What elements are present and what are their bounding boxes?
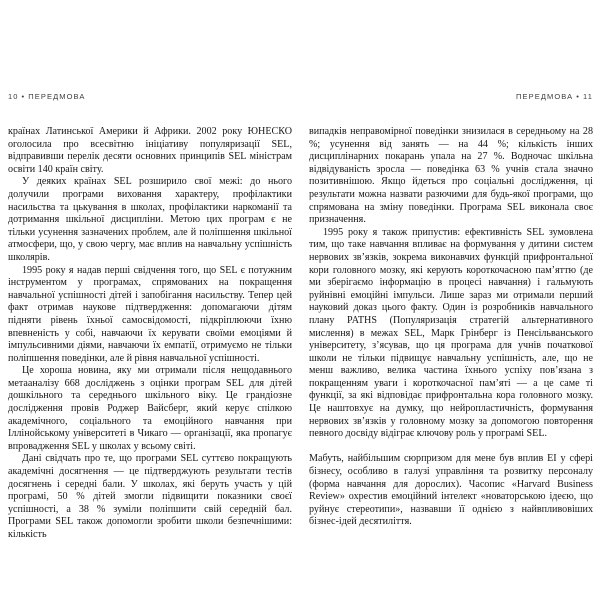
paragraph: країнах Латинської Америки й Африки. 2002 року ЮНЕСКО оголосила про всесвітню ініціативу популяризації SEL, відправивши перелік десяти основних принципів SEL міністрам освіти 140 країн світу.: [8, 126, 292, 175]
paragraph: 1995 року я надав перші свідчення того, що SEL є потужним інструментом у програмах, спрямованих на покращення навчальної успішності дітей і запобігання насильству. Тепер цей факт отримав наукове підтвердження: допомагаючи дітям підняти рівень їхньої самосвідомості, підкріплюючи їхню впевненість у собі, навчаючи їх керувати своїми емоціями й імпульсивними діями, навчаючи їх емпатії, отримуємо не тільки поліпшення поведінки, але й рівня навчальної успішності.: [8, 264, 292, 364]
paragraph: випадків неправомірної поведінки знизилася в середньому на 28 %; усунення від занять — на 44 %; кількість інших дисциплінарних покарань упала на 27 %. Водночас шкільна відвідуваність зросла — поведінка 63 % учнів стала значно позитивнішою. Якщо йдеться про соціальні дослідження, ці результати можна назвати разючими для будь-якої програми, що спрямована на зміну поведінки. Програма SEL виконала своє призначення.: [309, 126, 593, 226]
paragraph: Це хороша новина, яку ми отримали після нещодавнього метааналізу 668 досліджень з оцінки програм SEL для дітей дошкільного та середнього шкільного віку. Це грандіозне дослідження провів Роджер Вайсберг, який керує спілкою академічного, соціального та емоційного навчання при Іллінойському університеті в Чикаго — організації, яка пропагує впровадження SEL у школах у всьому світі.: [8, 365, 292, 452]
running-header-right: [309, 92, 593, 101]
chapter-title-right: ПЕРЕДМОВА: [516, 92, 574, 101]
paragraph: 1995 року я також припустив: ефективність SEL зумовлена тим, що таке навчання впливає на формування у дитини систем нервових зв’язків, зокрема виконавчих функцій прифронтальної кори головного мозку, які керують короткочасною пам’яттю (де ми зберігаємо інформацію в процесі навчання) і гальмують руйнівні емоційні імпульси. Лише зараз ми отримали перший науковий доказ цього факту. Один із розробників навчального плану PATHS (Популяризація стратегій альтернативного мислення) в межах SEL, Марк Грінберг із Пенсільванського університету, з’ясував, що ця програма для учнів початкової школи не тільки підвищує навчальну успішність, але, що не менш важливо, велика частина їхнього успіху пов’язана з покращенням уваги і короткочасної пам’яті — а це саме ті функції, за які відповідає прифронтальна кора головного мозку. Це наштовхує на думку, що нейропластичність, формування нервових зв’язків у головному мозку за допомогою повторення певного досвіду відіграє ключову роль у програмі SEL.: [309, 226, 593, 440]
running-header-left: [8, 92, 292, 101]
paragraph: У деяких країнах SEL розширило свої межі: до нього долучили програми виховання характеру, профілактики насильства та цькування в школах, профілактики наркоманії та дотримання шкільної дисципліни. Метою цих програм є не тільки усунення зазначених проблем, але й поліпшення шкільної атмосфери, що, у свою чергу, має вплив на навчальну успішність школярів.: [8, 176, 292, 263]
page-number-left: 10: [8, 92, 19, 101]
page-number-right: 11: [583, 92, 593, 101]
header-separator: •: [21, 92, 26, 101]
paragraph: Мабуть, найбільшим сюрпризом для мене був вплив EI у сфері бізнесу, особливо в галузі управління та розвитку персоналу (форма навчання для дорослих). Часопис «Harvard Business Review» охрестив емоційний інтелект «новаторською ідеєю, що руйнує стереотипи», назвавши її однією з найвпливовіших бізнес-ідей десятиліття.: [309, 453, 593, 528]
chapter-title-left: ПЕРЕДМОВА: [28, 92, 86, 101]
header-separator: •: [576, 92, 580, 101]
body-text-right: [309, 126, 593, 529]
page-left: [8, 92, 292, 542]
paragraph: Дані свідчать про те, що програми SEL суттєво покращують академічні досягнення — це підтверджують результати тестів досягнень і середні бали. У школах, які беруть участь у цій програмі, 50 % дітей змогли підвищити показники своєї успішності, а 38 % зуміли поліпшити свій середній бал. Програми SEL також допомогли зробити школи безпечнішими: кількість: [8, 453, 292, 540]
page-right: [309, 92, 593, 529]
body-text-left: [8, 126, 292, 542]
